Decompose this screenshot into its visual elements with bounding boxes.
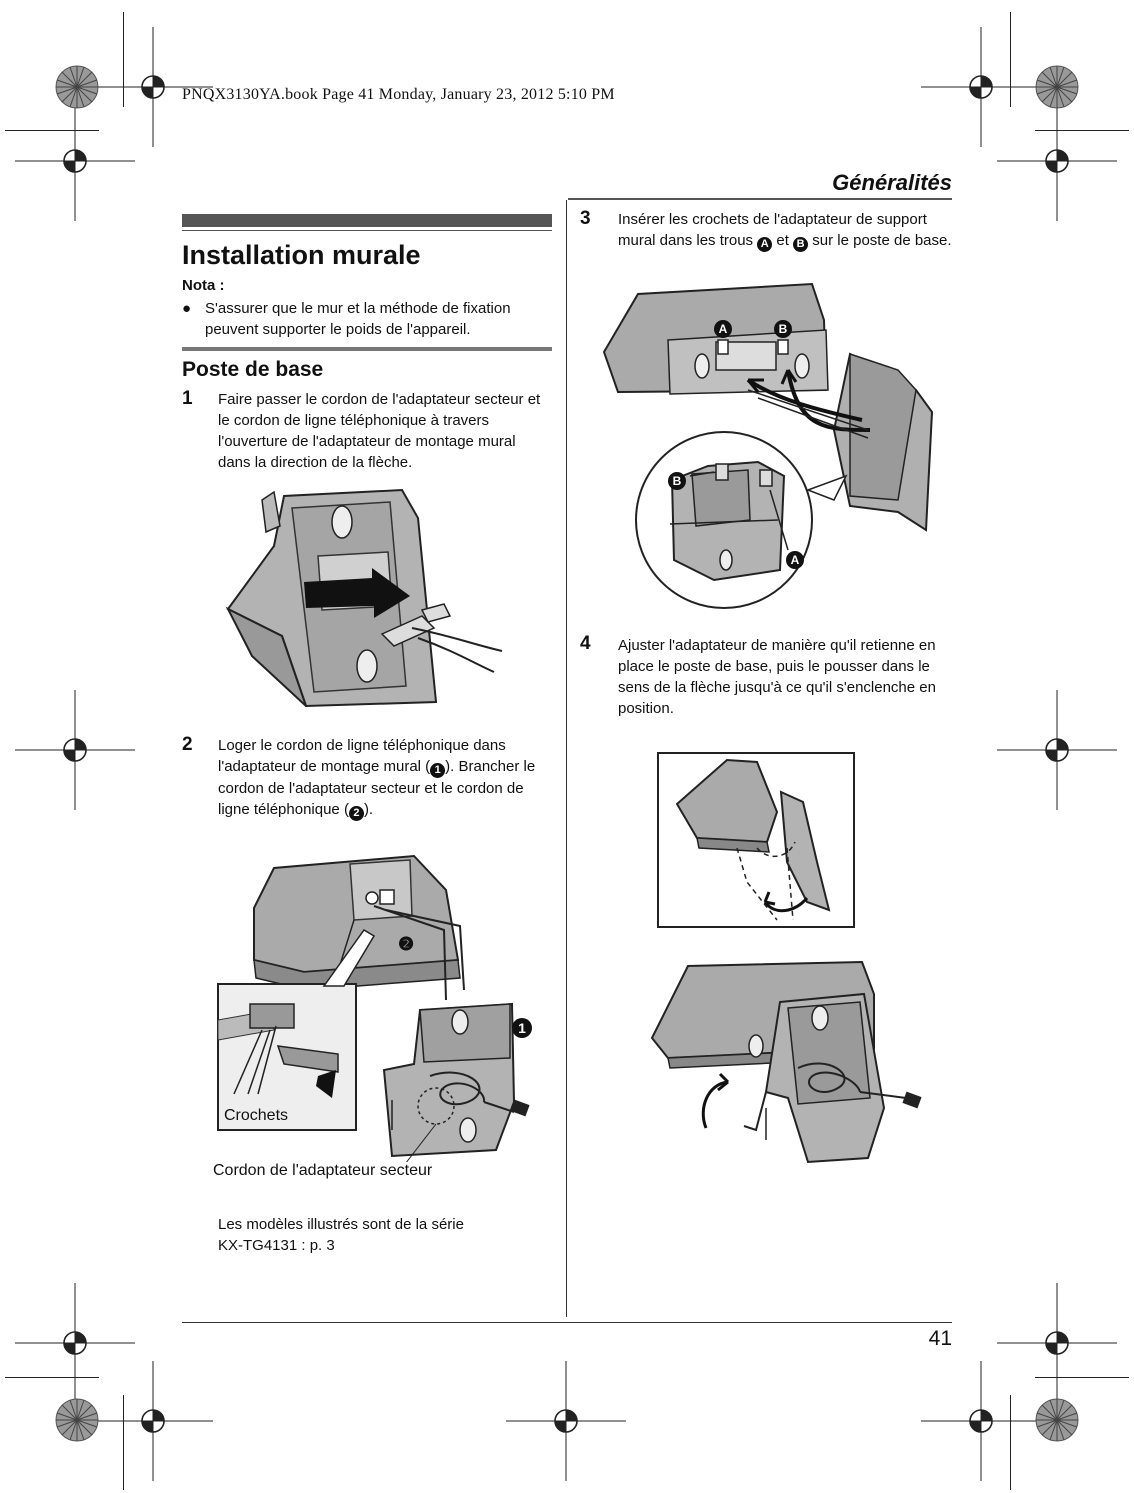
marker-b-detail: B bbox=[668, 470, 686, 490]
marker-1-label: 1 bbox=[512, 1011, 532, 1038]
step-2-number: 2 bbox=[182, 734, 193, 755]
column-divider bbox=[566, 200, 567, 1317]
heading-installation-murale: Installation murale bbox=[182, 240, 421, 270]
section-rule bbox=[568, 198, 952, 200]
step-1-number: 1 bbox=[182, 388, 193, 409]
file-header: PNQX3130YA.book Page 41 Monday, January 23, 2012 5:10 PM bbox=[182, 86, 615, 103]
snap-in-detail-illustration bbox=[657, 752, 857, 930]
marker-1-icon: 1 bbox=[430, 763, 445, 778]
heading-bar bbox=[182, 214, 552, 227]
step-4-number: 4 bbox=[580, 633, 591, 654]
nota-label: Nota : bbox=[182, 277, 225, 294]
hooks-insertion-illustration bbox=[598, 280, 940, 626]
nota-bullet-text: S'assurer que le mur et la méthode de fixation peuvent supporter le poids de l'appareil. bbox=[205, 300, 511, 338]
bullet-dot: ● bbox=[182, 300, 192, 317]
step-3-text: Insérer les crochets de l'adaptateur de support mural dans les trous A et B sur le poste de base. bbox=[618, 211, 952, 250]
mounted-base-illustration bbox=[648, 958, 930, 1164]
wall-adapter-illustration-1 bbox=[222, 486, 512, 716]
marker-a-icon: A bbox=[757, 237, 772, 252]
subheading-poste-de-base: Poste de base bbox=[182, 358, 324, 381]
step-3-number: 3 bbox=[580, 208, 591, 229]
footnote-line-1: Les modèles illustrés sont de la série bbox=[218, 1216, 464, 1233]
marker-a-top: A bbox=[714, 318, 732, 338]
marker-b-top: B bbox=[774, 318, 792, 338]
section-title: Généralités bbox=[832, 170, 952, 195]
step-1-text: Faire passer le cordon de l'adaptateur secteur et le cordon de ligne téléphonique à travers l'ouverture de l'adaptateur de montage mural dans la direction de la flèche. bbox=[218, 391, 541, 471]
footnote-line-2: KX-TG4131 : p. 3 bbox=[218, 1237, 335, 1254]
marker-a-detail: A bbox=[786, 549, 804, 569]
marker-b-icon: B bbox=[793, 237, 808, 252]
svg-text:❷: ❷ bbox=[398, 934, 415, 954]
page-number: 41 bbox=[928, 1327, 952, 1350]
label-ac-adapter-cord: Cordon de l'adaptateur secteur bbox=[213, 1162, 433, 1179]
heading-thin-rule bbox=[182, 230, 552, 231]
step-4-text: Ajuster l'adaptateur de manière qu'il retienne en place le poste de base, puis le pousser dans le sens de la flèche jusqu'à ce qu'il s'enclenche en position. bbox=[618, 637, 936, 717]
nota-bullet bbox=[182, 298, 552, 342]
step-2-text: Loger le cordon de ligne téléphonique dans l'adaptateur de montage mural ( 1 ). Brancher le cordon de l'adaptateur secteur et le cordon de ligne téléphonique ( 2 ). bbox=[218, 737, 536, 819]
label-crochets: Crochets bbox=[224, 1107, 289, 1124]
marker-2-icon: 2 bbox=[349, 806, 364, 821]
footer-rule bbox=[182, 1322, 952, 1323]
subheading-rule bbox=[182, 347, 552, 351]
